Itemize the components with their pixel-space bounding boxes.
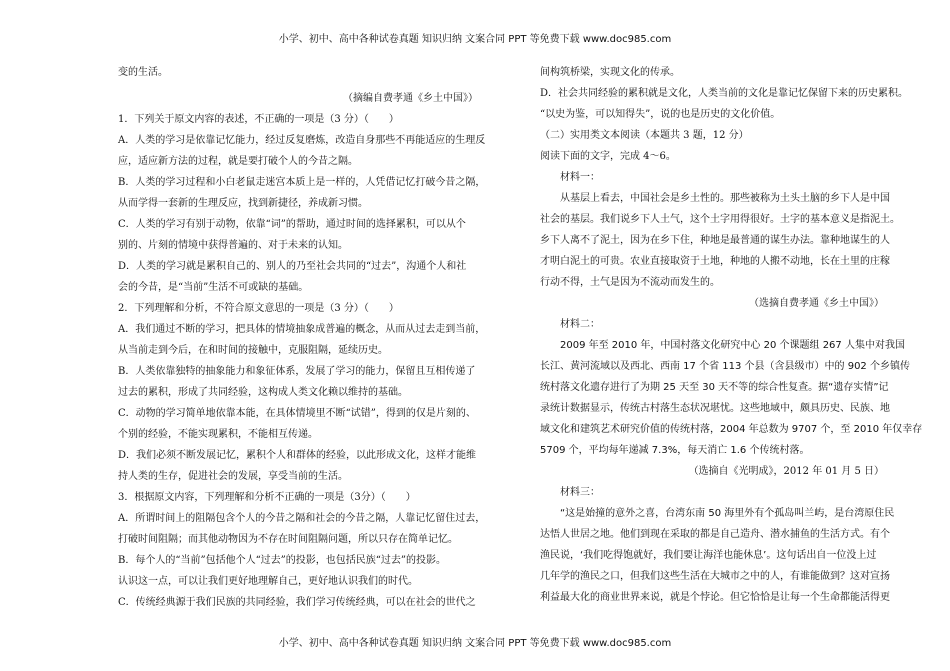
option-text: D．我们必须不断发展记忆，累积个人和群体的经验，以此形成文化，这样才能维: [118, 450, 477, 461]
option-text: “以史为鉴，可以知得失”，说的也是历史的文化价值。: [540, 109, 781, 120]
material-3-label: 材料三：: [560, 487, 600, 498]
material-text: 达悟人世居之地。他们到现在采取的都是自己造舟、潜水捕鱼的生活方式。有个: [540, 529, 890, 540]
option-text: C．传统经典源于我们民族的共同经验，我们学习传统经典，可以在社会的世代之: [118, 597, 476, 608]
option-text: A．人类的学习是依靠记忆能力，经过反复磨炼，改造自身那些不再能适应的生理反: [118, 135, 486, 146]
option-text: D．人类的学习就是累积自己的、别人的乃至社会共同的“过去”，沟通个人和社: [118, 261, 467, 272]
question-2: 2．下列理解和分析，不符合原文意思的一项是（3 分）（ ）: [118, 303, 399, 314]
text-line: 变的生活。: [118, 67, 168, 78]
instruction: 阅读下面的文字，完成 4～6。: [540, 151, 676, 162]
material-text: “这是始撞的意外之喜，台湾东南 50 海里外有个孤岛叫兰屿，是台湾原住民: [560, 508, 895, 519]
material-text: 利益最大化的商业世界来说，就是个悖论。但它恰恰是让每一个生命都能活得更: [540, 592, 890, 603]
material-text: 社会的基层。我们说乡下人土气，这个土字用得很好。土字的基本意义是指泥土。: [540, 214, 900, 225]
option-text: C．动物的学习简单地依靠本能，在具体情境里不断“试错”，得到的仅是片刻的、: [118, 408, 476, 419]
material-text: 行动不得，土气是因为不流动而发生的。: [540, 277, 720, 288]
option-text: B．人类的学习过程和小白老鼠走迷宫本质上是一样的，人凭借记忆打破今昔之隔，: [118, 177, 486, 188]
source-citation: （选摘自费孝通《乡土中国》）: [749, 298, 884, 309]
section-heading: （二）实用类文本阅读（本题共 3 题，12 分）: [540, 130, 749, 141]
option-text: 打破时间阻隔；而其他动物因为不存在时间阻隔问题，所以只存在简单记忆。: [118, 534, 458, 545]
material-1-label: 材料一：: [560, 172, 600, 183]
option-text: 会的今昔，是“当前”生活不可或缺的基础。: [118, 282, 309, 293]
question-3: 3．根据原文内容，下列理解和分析不正确的一项是（3分）（ ）: [118, 492, 416, 503]
option-text: 个别的经验，不能实现累积，不能相互传递。: [118, 429, 318, 440]
option-text: D．社会共同经验的累积就是文化，人类当前的文化是靠记忆保留下来的历史累积。: [540, 88, 909, 99]
material-text: 渔民说，‘我们吃得饱就好，我们要让海洋也能休息’。这句话出自一位没上过: [540, 550, 877, 561]
option-text: 间构筑桥梁，实现文化的传承。: [540, 67, 680, 78]
material-text: 2009 年至 2010 年，中国村落文化研究中心 20 个课题组 267 人集中对我国: [560, 340, 905, 351]
option-text: 认识这一点，可以让我们更好地理解自己，更好地认识我们的时代。: [118, 576, 418, 587]
option-text: 持人类的生存，促进社会的发展，享受当前的生活。: [118, 471, 348, 482]
source-citation: （摘编自费孝通《乡土中国》）: [343, 93, 478, 104]
option-text: B．人类依靠独特的抽象能力和象征体系，发展了学习的能力，保留且互相传递了: [118, 366, 476, 377]
material-text: 才明白泥土的可贵。农业直接取资于土地，种地的人搬不动地，长在土里的庄稼: [540, 256, 890, 267]
source-citation: （选摘自《光明成》，2012 年 01 月 5 日）: [688, 466, 884, 477]
option-text: A．我们通过不断的学习，把具体的情境抽象成普遍的概念，从而从过去走到当前，: [118, 324, 486, 335]
option-text: A．所谓时间上的阻隔包含个人的今昔之隔和社会的今昔之隔，人靠记忆留住过去，: [118, 513, 486, 524]
page-header: 小学、初中、高中各种试卷真题 知识归纳 文案合同 PPT 等免费下载 www.doc985.com: [278, 34, 672, 45]
question-1: 1．下列关于原文内容的表述，不正确的一项是（3 分）（ ）: [118, 114, 399, 125]
option-text: B．每个人的“当前”包括他个人“过去”的投影，也包括民族“过去”的投影。: [118, 555, 447, 566]
material-text: 长江、黄河流域以及西北、西南 17 个省 113 个县（含县级市）中的 902 个乡镇传: [540, 361, 910, 372]
material-text: 5709 个，平均每年递减 7.3%，每天消亡 1.6 个传统村落。: [540, 445, 810, 456]
option-text: 应，适应新方法的过程，就是要打破个人的今昔之隔。: [118, 156, 358, 167]
option-text: 过去的累积，形成了共同经验，这构成人类文化赖以维持的基础。: [118, 387, 408, 398]
option-text: C．人类的学习有别于动物，依靠“词”的帮助，通过时间的选择累积，可以从个: [118, 219, 466, 230]
material-text: 乡下人离不了泥土，因为在乡下住，种地是最普通的谋生办法。靠种地谋生的人: [540, 235, 890, 246]
option-text: 别的、片刻的情境中获得普遍的、对于未来的认知。: [118, 240, 348, 251]
material-2-label: 材料二：: [560, 319, 600, 330]
material-text: 统村落文化遗存进行了为期 25 天至 30 天不等的综合性复查。据“遗存实情”记: [540, 382, 889, 393]
option-text: 从当前走到今后，在和时间的接触中，克服阻隔，延续历史。: [118, 345, 388, 356]
page-footer: 小学、初中、高中各种试卷真题 知识归纳 文案合同 PPT 等免费下载 www.doc985.com: [278, 638, 672, 649]
material-text: 从基层上看去，中国社会是乡土性的。那些被称为土头土脑的乡下人是中国: [560, 193, 890, 204]
material-text: 域文化和建筑艺术研究价值的传统村落，2004 年总数为 9707 个，至 2010 年仅幸存: [540, 424, 923, 435]
material-text: 录统计数据显示，传统古村落生态状况堪忧。这些地域中，颇具历史、民族、地: [540, 403, 890, 414]
material-text: 几年学的渔民之口，但我们这些生活在大城市之中的人，有谁能做到？这对宣扬: [540, 571, 890, 582]
option-text: 从而学得一套新的生理反应，找到新捷径，养成新习惯。: [118, 198, 368, 209]
